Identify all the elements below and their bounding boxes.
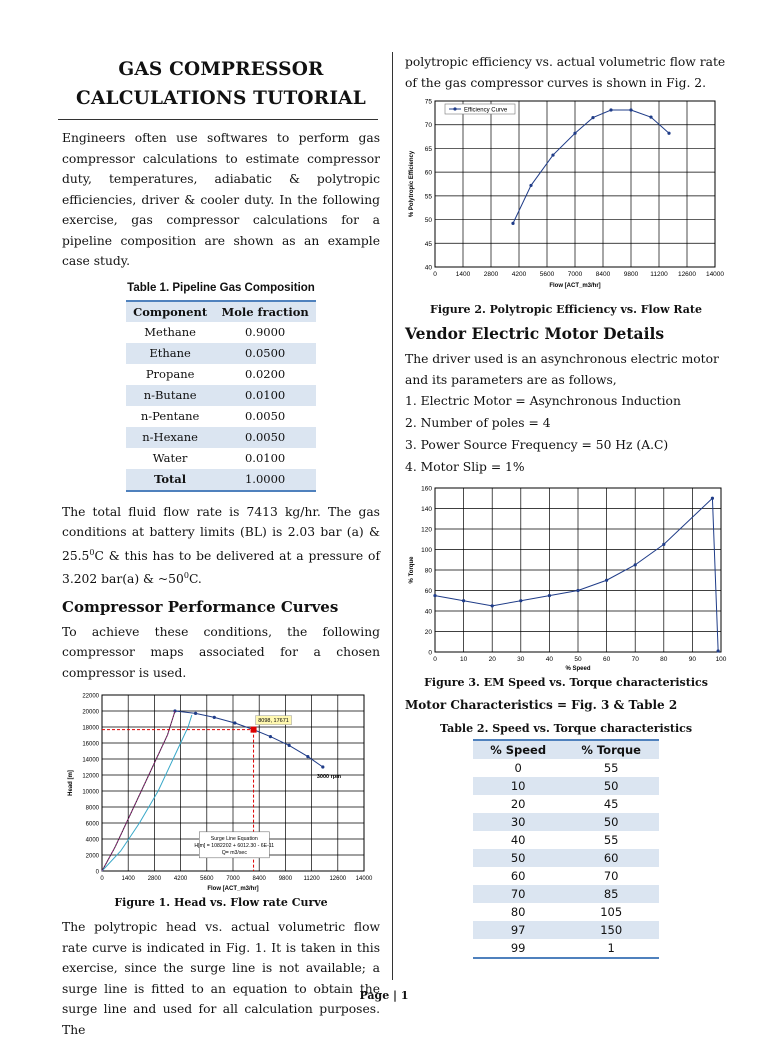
- equation-line-2: H[m] = 1082202 + 6012.30 - 6E-11: [194, 842, 275, 849]
- y-tick-label: 50: [424, 217, 432, 225]
- torque-curve-point: [548, 594, 551, 597]
- y-tick-label: 40: [424, 608, 432, 616]
- composition-table: [126, 300, 316, 492]
- rpm-curve-point: [288, 744, 291, 747]
- table-header-row: [126, 301, 316, 322]
- y-tick-label: 0: [428, 649, 432, 657]
- polytropic-paragraph: The polytropic head vs. actual volumetric flow rate curve is indicated in Fig. 1. It is taken in this exercise, since the surge line is not available; a surge line is fitted to an equation to obtain the surge line and used for all calculation purposes. The: [62, 920, 380, 1037]
- efficiency-curve-point: [591, 116, 594, 119]
- x-tick-label: 2800: [483, 271, 499, 278]
- table-row: [126, 427, 316, 448]
- x-tick-label: 11200: [303, 876, 320, 883]
- torque-curve-point: [433, 594, 436, 597]
- x-tick-label: 20: [488, 656, 496, 663]
- y-tick-label: 16000: [82, 741, 99, 748]
- fig1-caption: Figure 1. Head vs. Flow rate Curve: [114, 896, 328, 910]
- y-tick-label: 45: [424, 240, 432, 248]
- x-tick-label: 50: [574, 656, 582, 663]
- x-tick-label: 90: [688, 656, 697, 663]
- page-footer: Page | 1: [359, 989, 409, 1002]
- y-tick-label: 22000: [82, 693, 99, 700]
- y-tick-label: 20000: [82, 709, 99, 716]
- right-top-paragraph: polytropic efficiency vs. actual volumetric flow rate of the gas compressor curves is shown in Fig. 2.: [405, 55, 726, 90]
- x-tick-label: 11200: [650, 271, 668, 278]
- header-torque: % Torque: [563, 740, 659, 759]
- legend-marker: [453, 107, 456, 110]
- flow-text-3: C.: [188, 572, 202, 587]
- torque-curve-point: [462, 599, 465, 602]
- point-label: 8098, 17671: [258, 718, 289, 725]
- x-tick-label: 8400: [252, 876, 266, 883]
- component-cell: n-Hexane: [126, 427, 214, 448]
- document-title: [62, 55, 380, 113]
- rpm-curve-point: [321, 766, 324, 769]
- header-component: Component: [126, 301, 214, 322]
- x-tick-label: 8400: [595, 271, 611, 278]
- table-row: [126, 364, 316, 385]
- head-flow-chart: [62, 689, 380, 894]
- x-tick-label: 14000: [705, 271, 725, 278]
- x-tick-label: 5600: [200, 876, 214, 883]
- title-line-1: GAS COMPRESSOR: [118, 59, 324, 80]
- x-tick-label: 30: [517, 656, 525, 663]
- y-tick-label: 12000: [82, 773, 99, 780]
- title-line-2: CALCULATIONS TUTORIAL: [76, 88, 366, 109]
- x-tick-label: 9800: [278, 876, 293, 883]
- torque-curve-point: [519, 599, 522, 602]
- component-cell: Total: [126, 469, 214, 491]
- x-tick-label: 5600: [539, 271, 555, 278]
- equation-line-1: Surge Line Equation: [210, 835, 258, 842]
- torque-curve-point: [662, 543, 665, 546]
- y-tick-label: 65: [424, 145, 432, 153]
- motor-paragraph: The driver used is an asynchronous electric motor and its parameters are as follows,: [405, 352, 719, 387]
- torque-cell: 45: [603, 796, 619, 811]
- y-tick-label: 8000: [85, 805, 99, 812]
- left-column: [62, 55, 380, 1040]
- legend-label: Efficiency Curve: [464, 107, 508, 114]
- x-tick-label: 12600: [677, 271, 697, 278]
- superscript-1: 0: [89, 547, 95, 557]
- torque-curve-point: [576, 589, 579, 592]
- header-mole-fraction: Mole fraction: [214, 301, 316, 322]
- y-tick-label: 70: [424, 122, 432, 130]
- table-header-row: [473, 740, 659, 759]
- speed-cell: 0: [514, 760, 522, 775]
- flow-text-2: C & this has to be delivered at a pressure of 3.202 bar(a) & ~50: [62, 548, 380, 587]
- right-column: [405, 52, 727, 959]
- fig3-caption: Figure 3. EM Speed vs. Torque characteristics: [424, 676, 708, 689]
- efficiency-curve-point: [551, 153, 554, 156]
- torque-curve-point: [634, 563, 637, 566]
- fig2-caption: Figure 2. Polytropic Efficiency vs. Flow Rate: [430, 303, 702, 316]
- table-row: [473, 867, 659, 885]
- speed-cell: 60: [510, 868, 526, 883]
- y-axis-label: Head [m]: [68, 770, 74, 797]
- efficiency-curve-point: [511, 222, 514, 225]
- torque-curve-point: [491, 604, 494, 607]
- rpm-curve-point: [213, 716, 216, 719]
- table-row: [473, 849, 659, 867]
- x-tick-label: 1400: [455, 271, 471, 278]
- torque-cell: 105: [600, 904, 623, 919]
- torque-cell: 150: [563, 921, 659, 939]
- table-row: [473, 813, 659, 831]
- torque-cell: 1: [563, 939, 659, 958]
- x-tick-label: 7000: [226, 876, 240, 883]
- x-tick-label: 1400: [121, 876, 135, 883]
- y-tick-label: 120: [421, 526, 432, 534]
- y-tick-label: 6000: [85, 821, 99, 828]
- table-row: [473, 885, 659, 903]
- speed-cell: 10: [473, 777, 563, 795]
- torque-curve-point: [717, 649, 720, 652]
- x-axis-label: Flow [ACT_m3/hr]: [549, 283, 601, 289]
- y-tick-label: 10000: [82, 789, 99, 796]
- component-cell: n-Butane: [126, 385, 214, 406]
- table-row: [126, 322, 316, 343]
- x-tick-label: 9800: [623, 271, 639, 278]
- component-cell: Methane: [144, 325, 196, 339]
- component-cell: n-Pentane: [140, 409, 200, 423]
- rpm-curve-point: [269, 735, 272, 738]
- speed-cell: 20: [510, 796, 526, 811]
- rpm-label: 3000 rpm: [316, 774, 341, 781]
- torque-cell: 55: [603, 832, 619, 847]
- x-tick-label: 7000: [567, 271, 583, 278]
- equation-line-3: Q= m3/sec: [221, 849, 247, 856]
- speed-cell: 30: [473, 813, 563, 831]
- torque-cell: 55: [603, 760, 619, 775]
- speed-cell: 40: [510, 832, 526, 847]
- motor-parameter-item: 4. Motor Slip = 1%: [405, 460, 525, 474]
- table-row: [473, 777, 659, 795]
- component-cell: Ethane: [126, 343, 214, 364]
- mole-fraction-cell: 0.0050: [214, 427, 316, 448]
- efficiency-curve-point: [529, 184, 532, 187]
- x-tick-label: 0: [100, 876, 104, 883]
- efficiency-curve-point: [667, 132, 670, 135]
- component-cell: Water: [152, 451, 188, 465]
- rpm-curve-point: [233, 722, 236, 725]
- y-tick-label: 60: [424, 169, 432, 177]
- table-row: [126, 406, 316, 427]
- x-tick-label: 10: [459, 656, 468, 663]
- table-row: [126, 343, 316, 364]
- speed-cell: 80: [510, 904, 526, 919]
- table-row: [473, 795, 659, 813]
- efficiency-flow-chart: [405, 97, 727, 297]
- y-tick-label: 55: [424, 193, 432, 201]
- mole-fraction-cell: 0.0500: [214, 343, 316, 364]
- efficiency-curve-point: [609, 108, 612, 111]
- x-tick-label: 100: [715, 656, 727, 663]
- motor-characteristics: Motor Characteristics = Fig. 3 & Table 2: [405, 698, 678, 712]
- heading-compressor-curves: Compressor Performance Curves: [62, 597, 339, 616]
- efficiency-curve-point: [629, 108, 632, 111]
- table-row: [126, 469, 316, 491]
- y-tick-label: 2000: [85, 853, 99, 860]
- table-row: [473, 939, 659, 958]
- y-tick-label: 80: [424, 567, 432, 575]
- x-tick-label: 4200: [511, 271, 527, 278]
- y-tick-label: 140: [421, 506, 432, 513]
- x-tick-label: 40: [545, 656, 554, 663]
- y-tick-label: 60: [424, 588, 432, 595]
- y-tick-label: 0: [95, 869, 99, 876]
- speed-cell: 97: [473, 921, 563, 939]
- rpm-curve-point: [306, 755, 309, 758]
- speed-cell: 50: [473, 849, 563, 867]
- motor-parameter-item: 2. Number of poles = 4: [405, 416, 551, 430]
- mole-fraction-cell: 1.0000: [214, 469, 316, 491]
- table-row: [473, 921, 659, 939]
- x-tick-label: 0: [433, 271, 437, 278]
- y-axis-label: % Torque: [409, 556, 415, 584]
- y-tick-label: 40: [424, 264, 432, 272]
- mole-fraction-cell: 0.0200: [244, 367, 286, 381]
- y-tick-label: 18000: [82, 725, 99, 732]
- efficiency-curve-point: [649, 116, 652, 119]
- y-tick-label: 75: [424, 98, 432, 106]
- column-divider: [392, 52, 393, 980]
- header-speed: % Speed: [473, 740, 563, 759]
- heading-motor: Vendor Electric Motor Details: [405, 324, 665, 343]
- y-tick-label: 100: [421, 547, 432, 554]
- title-rule: [58, 119, 378, 120]
- selected-point: [251, 727, 257, 733]
- table-row: [473, 903, 659, 921]
- component-cell: Propane: [145, 367, 195, 381]
- x-tick-label: 4200: [173, 876, 188, 883]
- motor-parameter-list: [405, 390, 727, 478]
- flow-conditions-paragraph: [62, 502, 380, 590]
- table-row: [126, 385, 316, 406]
- torque-curve-point: [605, 579, 608, 582]
- mole-fraction-cell: 0.0050: [244, 409, 286, 423]
- x-axis-label: % Speed: [565, 666, 591, 672]
- torque-cell: 70: [603, 868, 619, 883]
- torque-cell: 50: [563, 777, 659, 795]
- speed-cell: 70: [473, 885, 563, 903]
- table-row: [473, 759, 659, 777]
- torque-cell: 60: [563, 849, 659, 867]
- torque-curve-point: [711, 497, 714, 500]
- x-tick-label: 0: [433, 656, 437, 663]
- mole-fraction-cell: 0.9000: [244, 325, 286, 339]
- motor-parameter-item: 3. Power Source Frequency = 50 Hz (A.C): [405, 438, 669, 452]
- y-tick-label: 14000: [82, 757, 99, 764]
- flow-text-1: The total fluid flow rate is 7413 kg/hr. The gas conditions at battery limits (BL) is 2.03 bar (a) & 25.5: [62, 504, 380, 563]
- intro-paragraph: Engineers often use softwares to perform gas compressor calculations to estimate compressor duty, temperatures, adiabatic & polytropic efficiencies, driver & cooler duty. In the following exercise, gas compressor calculations for a pipeline composition are shown as an example case study.: [62, 131, 380, 268]
- curves-paragraph: To achieve these conditions, the following compressor maps associated for a chosen compressor is used.: [62, 624, 380, 680]
- speed-torque-chart: [405, 482, 727, 672]
- superscript-2: 0: [183, 571, 189, 581]
- x-tick-label: 12600: [329, 876, 347, 883]
- x-tick-label: 2800: [147, 876, 162, 883]
- speed-cell: 99: [473, 939, 563, 958]
- torque-cell: 85: [563, 885, 659, 903]
- motor-parameter-item: 1. Electric Motor = Asynchronous Induction: [405, 394, 681, 408]
- table-row: [473, 831, 659, 849]
- table1-caption: Table 1. Pipeline Gas Composition: [127, 281, 315, 294]
- speed-torque-table: [473, 739, 659, 959]
- x-axis-label: Flow [ACT_m3/hr]: [207, 886, 259, 893]
- efficiency-curve-point: [573, 132, 576, 135]
- y-tick-label: 160: [421, 485, 432, 493]
- torque-cell: 50: [563, 813, 659, 831]
- table-row: [126, 448, 316, 469]
- table2-caption: Table 2. Speed vs. Torque characteristics: [439, 721, 693, 735]
- mole-fraction-cell: 0.0100: [244, 451, 286, 465]
- y-tick-label: 20: [424, 629, 432, 636]
- x-tick-label: 14000: [355, 876, 373, 883]
- x-tick-label: 80: [660, 656, 668, 663]
- rpm-curve-point: [194, 712, 197, 715]
- x-tick-label: 60: [602, 656, 611, 663]
- y-tick-label: 4000: [85, 837, 99, 844]
- x-tick-label: 70: [631, 656, 639, 663]
- mole-fraction-cell: 0.0100: [214, 385, 316, 406]
- y-axis-label: % Polytropic Efficiency: [409, 150, 415, 218]
